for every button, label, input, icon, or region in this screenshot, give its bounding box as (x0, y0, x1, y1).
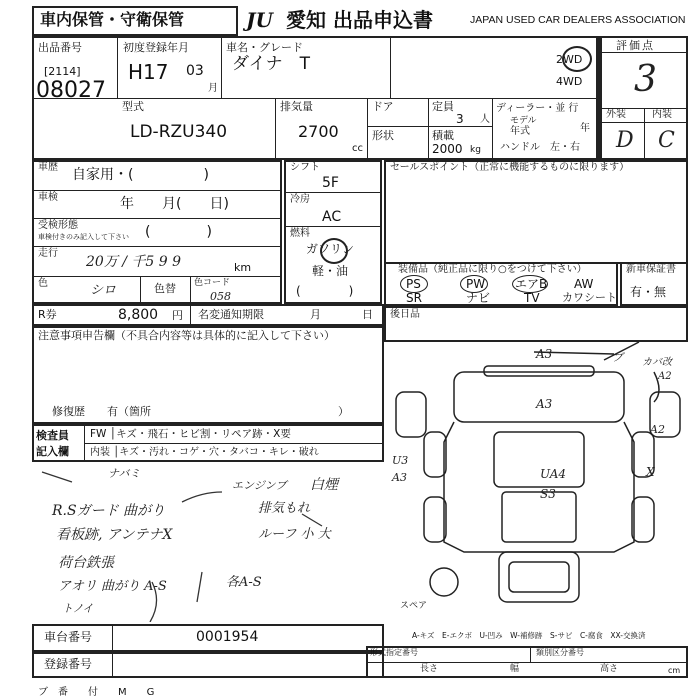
lot-sub: [2114] (44, 65, 81, 78)
repair-history: 修復歴 有（箇所 ） (52, 405, 349, 418)
reg-label: 初度登録年月 (123, 41, 189, 54)
name-value: ダイナ T (232, 54, 311, 74)
ju-logo: JU (246, 8, 273, 32)
chassis-value: 0001954 (196, 629, 259, 645)
hw-11: トノイ (62, 602, 94, 615)
hw-10: 各A-S (226, 575, 262, 590)
diag-mark-8: A3 (392, 471, 407, 484)
dealer-model: モデル (510, 116, 537, 126)
drive-2wd: 2WD (556, 53, 583, 66)
hw-2: エンジンブ (232, 479, 287, 492)
diag-mark-10: S3 (540, 487, 556, 501)
exterior-value: D (616, 128, 634, 153)
equip-tv: TV (524, 291, 540, 305)
title-change-month: 月 (310, 308, 321, 321)
shift-label: シフト (290, 162, 320, 173)
vehicle-diagram (384, 342, 688, 622)
hw-9: アオリ 曲がり A-S (58, 579, 167, 594)
hw-1: ナバミ (108, 467, 141, 480)
later-label: 後日品 (390, 309, 420, 320)
registration-label: 登録番号 (44, 657, 93, 671)
spec-type-label: 類別区分番号 (536, 648, 584, 657)
spec-width: 幅 (510, 664, 520, 674)
fuel-other: ( ) (296, 284, 354, 298)
mileage-label: 走行 (38, 248, 58, 259)
dealer-year-unit: 年 (580, 123, 590, 134)
reception-value: ( ) (145, 224, 212, 240)
shape-label: 形状 (372, 129, 394, 142)
capacity-label: 定員 (432, 100, 454, 113)
notes-label: 注意事項申告欄（不具合内容等は具体的に記入して下さい） (38, 329, 335, 342)
spec-length: 長さ (420, 664, 439, 674)
form-title: 愛知 出品申込書 (286, 8, 433, 32)
color-value: シロ (90, 283, 117, 298)
dealer-year-label: 年式 (510, 126, 530, 137)
interior-label: 内装 (652, 109, 672, 120)
model-value: LD-RZU340 (130, 122, 228, 142)
drive-circle (562, 46, 592, 72)
sales-label: セールスポイント（正常に機能するものに限ります） (390, 162, 630, 173)
aircon-label: 冷房 (290, 194, 310, 205)
footer-text: ブ 番 付 M G (38, 687, 155, 698)
reception-label: 受検形態 (38, 220, 78, 231)
color-change-label: 色替 (154, 282, 176, 295)
capacity-value: 3 (456, 112, 464, 126)
hw-7: ルーフ 小 大 (258, 527, 331, 542)
equip-circle-airbag (512, 275, 548, 293)
disp-unit: cc (352, 143, 363, 154)
interior-value: C (658, 128, 675, 153)
title-change-day: 日 (362, 308, 373, 321)
diag-mark-7: U3 (392, 454, 409, 467)
warranty-label: 新車保証書 (626, 264, 676, 275)
diag-spare-label: スペア (400, 601, 428, 611)
fuel-circle (320, 238, 348, 264)
mileage-value: 20万 / 千5 9 9 (86, 254, 182, 270)
capacity-unit: 人 (480, 114, 490, 125)
drive-4wd: 4WD (556, 75, 583, 88)
legend-text: A-キズ E-エクボ U-凹み W-補修跡 S-サビ C-腐食 XX-交換済 (412, 631, 646, 640)
diag-mark-11: X (646, 465, 655, 479)
equip-pw: PW (466, 277, 486, 291)
inspection-label: 車検 (38, 192, 58, 203)
inspection-value: 年 月( 日) (120, 196, 229, 212)
spec-model-label: 形式指定番号 (370, 648, 418, 657)
inspector-label1: 検査員 (36, 429, 69, 442)
reception-note: 車検付きのみ記入して下さい (38, 233, 129, 241)
load-label: 積載 (432, 129, 454, 142)
color-code-label: 色コード (194, 278, 231, 288)
inspector-label2: 記入欄 (36, 445, 69, 458)
aircon-value: AC (322, 209, 342, 225)
price-unit: 円 (172, 309, 183, 322)
color-code: 058 (210, 290, 231, 303)
equip-airbag: エアB (515, 277, 548, 291)
fuel-label: 燃料 (290, 228, 310, 239)
hw-5: 排気もれ (258, 501, 311, 516)
diag-mark-9: UA4 (540, 467, 567, 481)
reg-month: 03 (186, 63, 204, 79)
equip-ps: PS (406, 277, 421, 291)
fuel-diesel: 軽・油 (312, 264, 349, 278)
lot-number: 08027 (36, 78, 106, 103)
disp-value: 2700 (298, 122, 339, 141)
history-label: 車歴 (38, 162, 58, 173)
shift-value: 5F (322, 175, 339, 191)
name-label: 車名・グレード (226, 41, 303, 54)
price-label: R券 (38, 308, 57, 321)
lot-label: 出品番号 (38, 41, 82, 54)
equip-sr: SR (406, 291, 422, 305)
equip-seat: カワシート (562, 291, 617, 304)
load-value: 2000 (432, 142, 463, 156)
storage-text: 車内保管・守衛保管 (40, 10, 185, 29)
diag-mark-3: カバ改 (642, 357, 672, 368)
disp-label: 排気量 (280, 100, 313, 113)
hw-8: 荷台鉄張 (58, 555, 114, 571)
spec-unit: cm (668, 666, 681, 675)
color-label: 色 (38, 278, 48, 289)
handwriting-strokes (32, 462, 384, 622)
diag-mark-2: ブ (612, 351, 623, 364)
score-label: 評価点 (616, 39, 655, 52)
history-value: 自家用・( ) (72, 167, 209, 183)
reg-month-unit: 月 (208, 83, 218, 94)
hw-3: 白煙 (310, 477, 338, 493)
diag-mark-4: A2 (658, 371, 672, 382)
inspector-interior-row: 内装 │キズ・汚れ・コゲ・穴・タバコ・キレ・破れ (90, 447, 319, 458)
price-value: 8,800 (118, 307, 159, 323)
exterior-label: 外装 (606, 109, 626, 120)
hw-6: 看板跡, アンテナX (56, 527, 173, 543)
diag-mark-1: A3 (536, 347, 553, 361)
hw-4: R.Sガード 曲がり (52, 503, 166, 519)
score-value: 3 (634, 59, 657, 100)
mileage-unit: km (234, 261, 252, 274)
sales-block (384, 160, 688, 264)
spec-height: 高さ (600, 664, 619, 674)
diag-mark-6: A2 (650, 423, 665, 436)
chassis-label: 車台番号 (44, 630, 93, 644)
door-label: ドア (372, 100, 394, 113)
association-name: JAPAN USED CAR DEALERS ASSOCIATION (470, 14, 686, 26)
equipment-label: 装備品（純正品に限り○をつけて下さい） (398, 264, 587, 275)
dealer-row1: ディーラー・並 行 (496, 103, 579, 114)
later-block (384, 306, 688, 342)
equip-aw: AW (574, 277, 594, 291)
diag-mark-5: A3 (536, 397, 553, 411)
equip-navi: ナビ (466, 291, 491, 305)
dealer-handle-side: 左・右 (550, 142, 580, 153)
load-unit: kg (470, 145, 481, 155)
title-change-label: 名変通知期限 (198, 308, 264, 321)
equip-circle-pw (460, 275, 488, 293)
fuel-gasoline: ガソリン (306, 242, 355, 256)
equip-circle-ps (400, 275, 428, 293)
dealer-handle: ハンドル (500, 142, 540, 153)
reg-year: H17 (128, 60, 169, 84)
model-label: 型式 (122, 100, 144, 113)
warranty-value: 有・無 (630, 285, 667, 299)
inspector-fw-row: FW │キズ・飛石・ヒビ割・リペア跡・X要 (90, 428, 291, 440)
